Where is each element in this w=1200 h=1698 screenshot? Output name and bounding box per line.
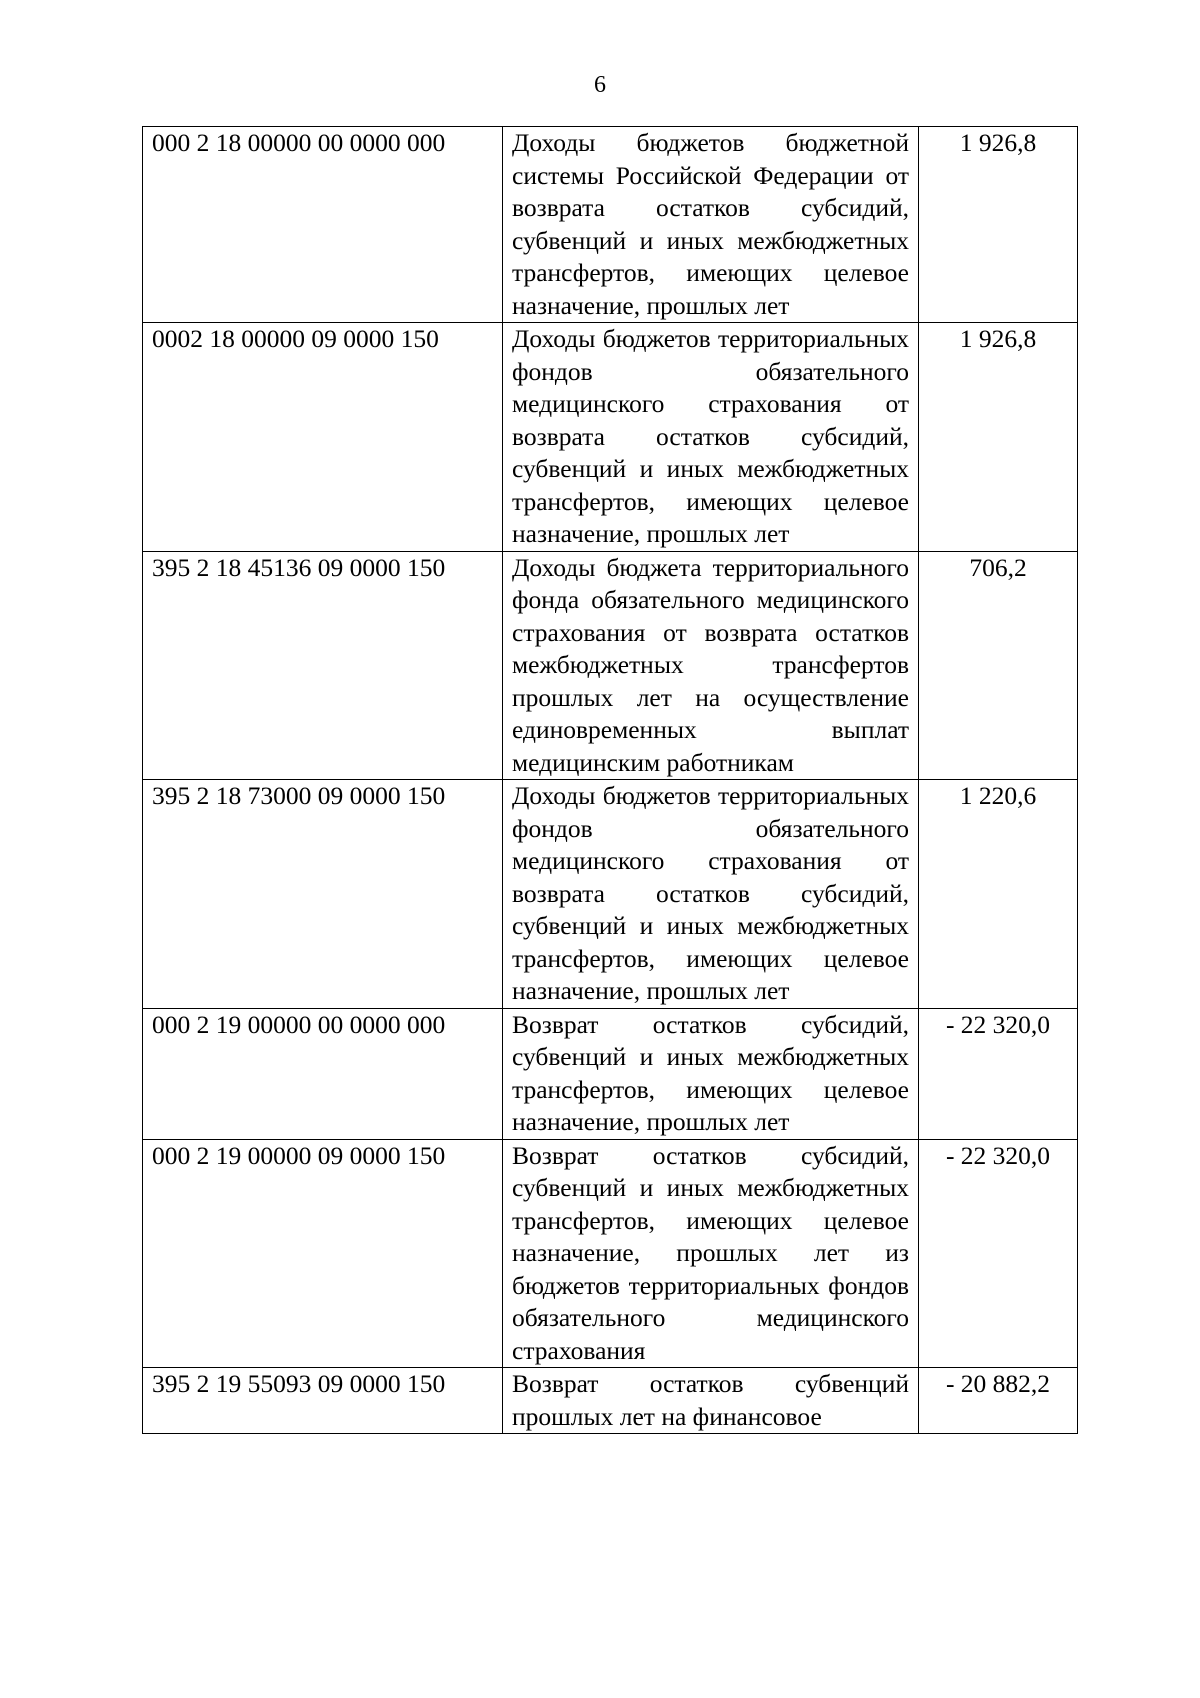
- amount-cell: - 22 320,0: [919, 1139, 1078, 1368]
- table-row: [143, 323, 1078, 552]
- description-cell: Возврат остатков субвенций прошлых лет на финансовое: [503, 1368, 919, 1434]
- table-row: [143, 1139, 1078, 1368]
- amount-cell: - 22 320,0: [919, 1008, 1078, 1139]
- amount-cell: 706,2: [919, 551, 1078, 780]
- table-row: [143, 127, 1078, 323]
- description-cell: Возврат остатков субсидий, субвенций и иных межбюджетных трансфертов, имеющих целевое назначение, прошлых лет: [503, 1008, 919, 1139]
- description-cell: Возврат остатков субсидий, субвенций и иных межбюджетных трансфертов, имеющих целевое назначение, прошлых лет из бюджетов территориальных фондов обязательного медицинского страхования: [503, 1139, 919, 1368]
- budget-code-cell: 395 2 18 73000 09 0000 150: [143, 780, 503, 1009]
- budget-code-cell: 395 2 19 55093 09 0000 150: [143, 1368, 503, 1434]
- budget-code-cell: 0002 18 00000 09 0000 150: [143, 323, 503, 552]
- table-row: [143, 551, 1078, 780]
- page-number: 6: [594, 72, 606, 98]
- table-row: [143, 1368, 1078, 1434]
- table-row: [143, 1008, 1078, 1139]
- amount-cell: 1 926,8: [919, 127, 1078, 323]
- budget-code-cell: 395 2 18 45136 09 0000 150: [143, 551, 503, 780]
- amount-cell: 1 220,6: [919, 780, 1078, 1009]
- budget-code-cell: 000 2 19 00000 09 0000 150: [143, 1139, 503, 1368]
- amount-cell: 1 926,8: [919, 323, 1078, 552]
- budget-code-cell: 000 2 19 00000 00 0000 000: [143, 1008, 503, 1139]
- description-cell: Доходы бюджетов бюджетной системы Российской Федерации от возврата остатков субсидий, субвенций и иных межбюджетных трансфертов, имеющих целевое назначение, прошлых лет: [503, 127, 919, 323]
- budget-code-cell: 000 2 18 00000 00 0000 000: [143, 127, 503, 323]
- budget-revenue-table: [142, 126, 1078, 1434]
- description-cell: Доходы бюджетов территориальных фондов обязательного медицинского страхования от возврата остатков субсидий, субвенций и иных межбюджетных трансфертов, имеющих целевое назначение, прошлых лет: [503, 780, 919, 1009]
- description-cell: Доходы бюджета территориального фонда обязательного медицинского страхования от возврата остатков межбюджетных трансфертов прошлых лет на осуществление единовременных выплат медицинским работникам: [503, 551, 919, 780]
- table-row: [143, 780, 1078, 1009]
- amount-cell: - 20 882,2: [919, 1368, 1078, 1434]
- description-cell: Доходы бюджетов территориальных фондов обязательного медицинского страхования от возврата остатков субсидий, субвенций и иных межбюджетных трансфертов, имеющих целевое назначение, прошлых лет: [503, 323, 919, 552]
